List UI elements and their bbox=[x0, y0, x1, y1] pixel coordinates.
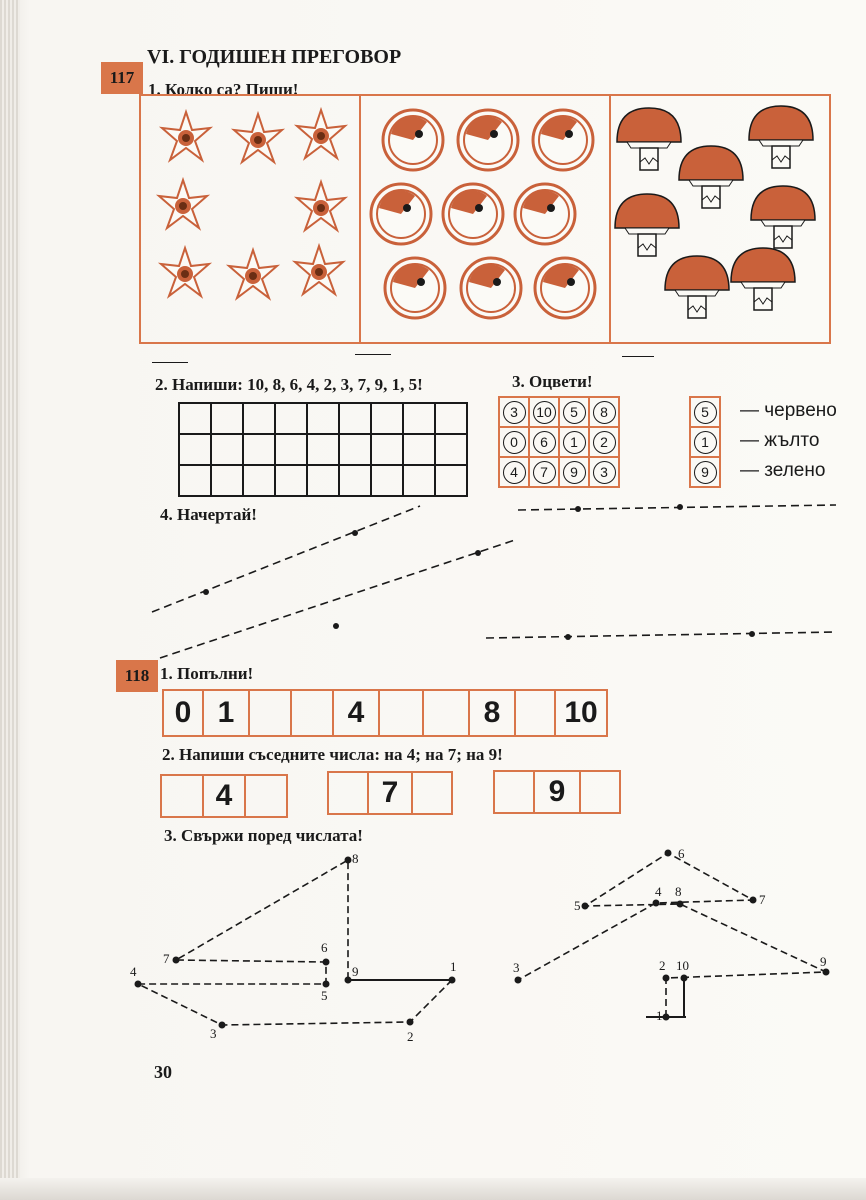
neighbor-cell: 4 bbox=[204, 776, 246, 816]
task-1-label: 1. Колко са? Пиши! bbox=[148, 80, 299, 99]
dot-label: 5 bbox=[574, 898, 581, 913]
color-label-green: — зелено bbox=[740, 460, 826, 481]
circled-number: 10 bbox=[533, 401, 556, 424]
circled-number: 6 bbox=[533, 431, 556, 454]
dot-2 bbox=[407, 1019, 414, 1026]
page-number: 30 bbox=[154, 1062, 172, 1082]
dot-7 bbox=[173, 957, 180, 964]
task-118-2-label: 2. Напиши съседните числа: на 4; на 7; на 9! bbox=[162, 745, 503, 764]
dot-5 bbox=[323, 981, 330, 988]
dot-label: 9 bbox=[820, 954, 827, 969]
dot-label: 8 bbox=[675, 884, 682, 899]
color-label-red: — червено bbox=[740, 400, 837, 421]
dot-9 bbox=[823, 969, 830, 976]
dot-3 bbox=[219, 1022, 226, 1029]
task-2-label: 2. Напиши: 10, 8, 6, 4, 2, 3, 7, 9, 1, 5! bbox=[155, 375, 423, 394]
dot-5 bbox=[582, 903, 589, 910]
color-label-yellow: — жълто bbox=[740, 430, 820, 451]
dot-1 bbox=[663, 1014, 670, 1021]
chapter-title: VI. ГОДИШЕН ПРЕГОВОР bbox=[147, 46, 402, 68]
page-bottom-edge bbox=[0, 1178, 866, 1200]
dot-label: 6 bbox=[678, 846, 685, 861]
dot-label: 6 bbox=[321, 940, 328, 955]
dot-label: 1 bbox=[656, 1008, 663, 1023]
connect-path-left bbox=[138, 860, 452, 1025]
strip-cell[interactable]: 1 bbox=[204, 691, 250, 735]
circled-number: 4 bbox=[503, 461, 526, 484]
circled-number: 1 bbox=[563, 431, 586, 454]
neighbor-cell: 9 bbox=[535, 772, 581, 812]
dot-1 bbox=[449, 977, 456, 984]
task-118-3-label: 3. Свържи поред числата! bbox=[164, 826, 363, 845]
task-4-label: 4. Начертай! bbox=[160, 505, 257, 524]
circled-number: 3 bbox=[503, 401, 526, 424]
dot-6 bbox=[665, 850, 672, 857]
circled-number: 0 bbox=[503, 431, 526, 454]
dot-label: 7 bbox=[163, 951, 170, 966]
dot-label: 2 bbox=[407, 1029, 414, 1044]
strip-cell[interactable]: 4 bbox=[334, 691, 380, 735]
dot-label: 5 bbox=[321, 988, 328, 1003]
dot-label: 1 bbox=[450, 959, 457, 974]
circled-number: 7 bbox=[533, 461, 556, 484]
dot-4 bbox=[135, 981, 142, 988]
strip-cell[interactable]: 0 bbox=[164, 691, 204, 735]
neighbor-cell: 7 bbox=[369, 773, 413, 813]
strip-cell[interactable]: 8 bbox=[470, 691, 516, 735]
lesson-number-117: 117 bbox=[101, 62, 143, 94]
dot-8 bbox=[345, 857, 352, 864]
circled-number: 5 bbox=[563, 401, 586, 424]
dot-label: 7 bbox=[759, 892, 766, 907]
connect-path-right bbox=[518, 853, 826, 1017]
task-118-1-label: 1. Попълни! bbox=[160, 664, 254, 683]
dot-label: 8 bbox=[352, 851, 359, 866]
dot-label: 4 bbox=[130, 964, 137, 979]
dot-label: 2 bbox=[659, 958, 666, 973]
lesson-number-118: 118 bbox=[116, 660, 158, 692]
dot-3 bbox=[515, 977, 522, 984]
dot-label: 4 bbox=[655, 884, 662, 899]
dot-label: 3 bbox=[513, 960, 520, 975]
circled-number: 9 bbox=[563, 461, 586, 484]
circled-number: 2 bbox=[593, 431, 616, 454]
dot-2 bbox=[663, 975, 670, 982]
dot-6 bbox=[323, 959, 330, 966]
dot-9 bbox=[345, 977, 352, 984]
key-number: 9 bbox=[694, 461, 717, 484]
circled-number: 3 bbox=[593, 461, 616, 484]
dot-label: 9 bbox=[352, 964, 359, 979]
dot-8 bbox=[677, 901, 684, 908]
key-number: 1 bbox=[694, 431, 717, 454]
circled-number: 8 bbox=[593, 401, 616, 424]
dot-4 bbox=[653, 900, 660, 907]
dot-7 bbox=[750, 897, 757, 904]
key-number: 5 bbox=[694, 401, 717, 424]
strip-cell[interactable]: 10 bbox=[564, 696, 598, 729]
task-3-label: 3. Оцвети! bbox=[512, 372, 593, 391]
dot-label: 10 bbox=[676, 958, 689, 973]
dot-10 bbox=[681, 975, 688, 982]
dot-label: 3 bbox=[210, 1026, 217, 1041]
